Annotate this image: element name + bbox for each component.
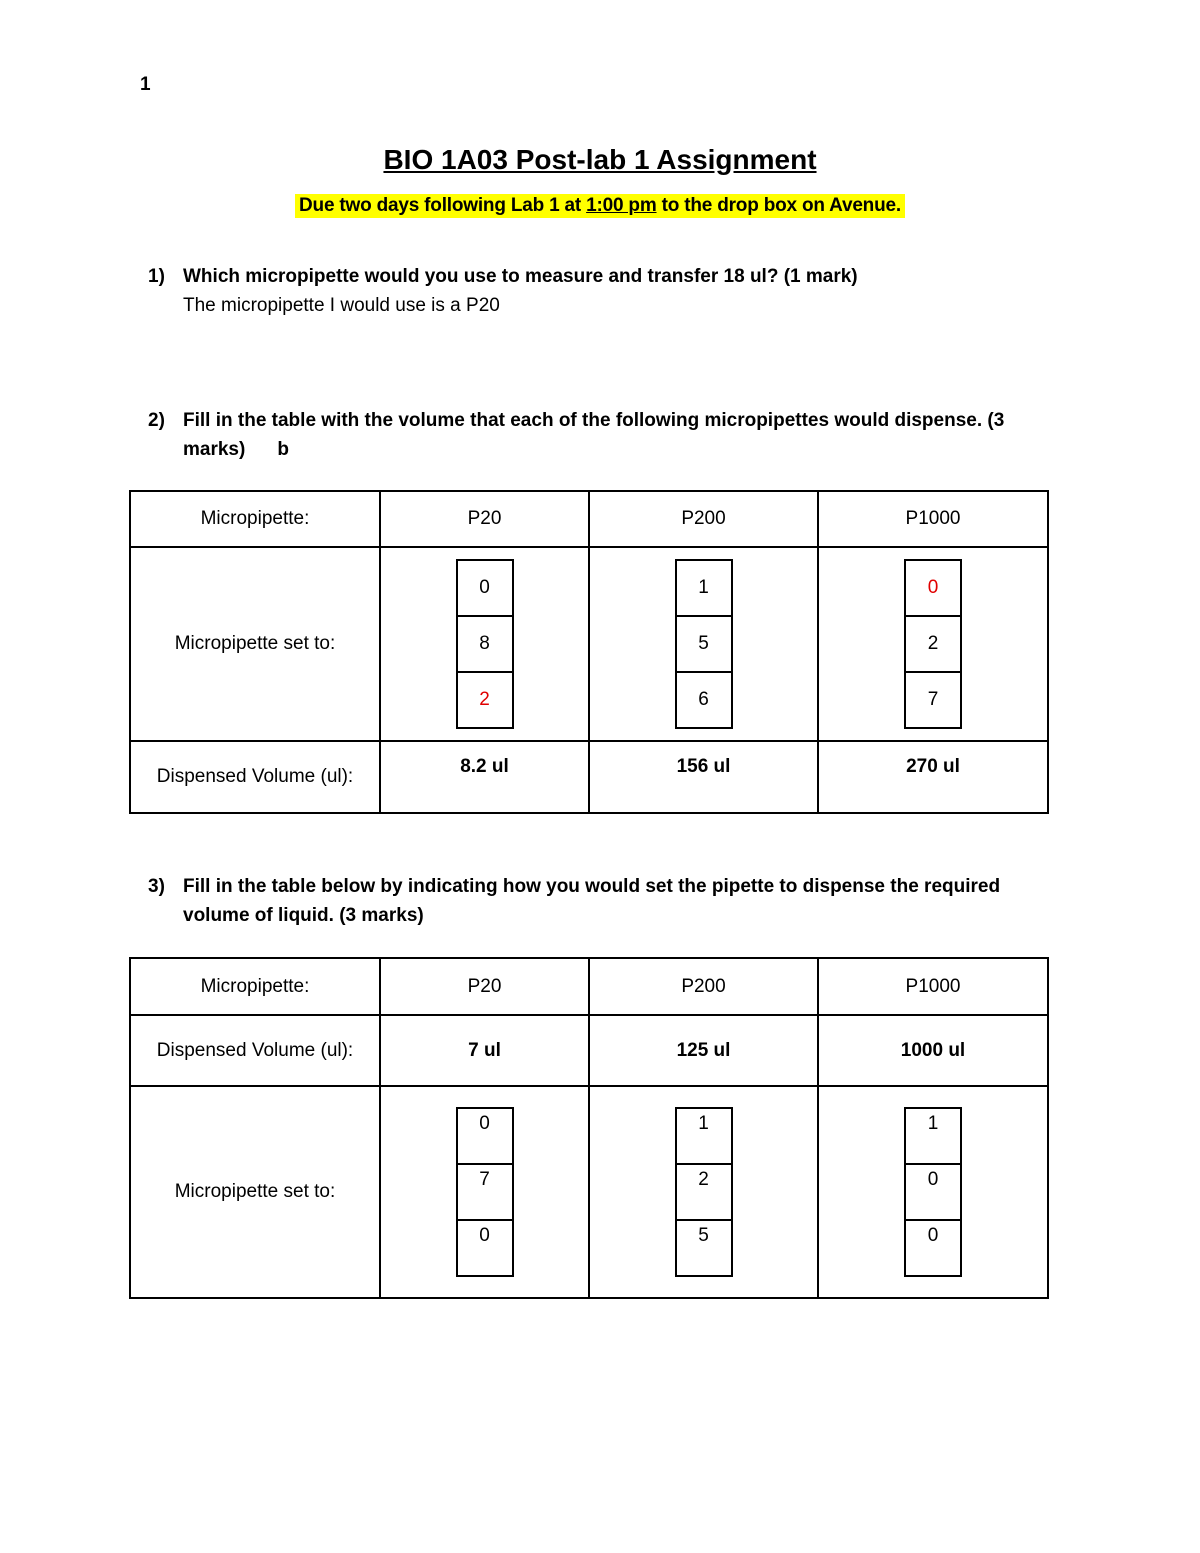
question-1	[148, 262, 1068, 320]
table2-dial-cell	[380, 1086, 589, 1298]
table2-volume: 7 ul	[380, 1015, 589, 1086]
dial-digit: 5	[677, 617, 731, 673]
table1-volume: 270 ul	[818, 741, 1048, 813]
table1-dial-cell	[818, 547, 1048, 741]
pipette-dial	[456, 559, 514, 729]
table-pipette-setting	[129, 957, 1049, 1299]
dial-digit: 8	[458, 617, 512, 673]
question-2-text: Fill in the table with the volume that each of the following micropipettes would dispense. (3 marks)	[183, 410, 1005, 460]
question-1-answer: The micropipette I would use is a P20	[183, 295, 500, 316]
dial-digit: 1	[677, 1109, 731, 1165]
table1-header-row	[130, 491, 1048, 547]
table1-pipette: P200	[589, 491, 818, 547]
table2-dial-row	[130, 1086, 1048, 1298]
table1-volume: 8.2 ul	[380, 741, 589, 813]
dial-digit: 0	[927, 1225, 939, 1246]
question-1-number: 1)	[148, 266, 165, 287]
table1-dial-row	[130, 547, 1048, 741]
table1-row-header: Micropipette set to:	[130, 547, 380, 741]
pipette-dial	[904, 559, 962, 729]
dial-digit: 6	[698, 689, 709, 710]
dial-digit: 2	[479, 689, 490, 710]
table1-dial-cell	[589, 547, 818, 741]
dial-digit: 2	[677, 1165, 731, 1221]
table2-pipette: P20	[380, 958, 589, 1015]
page-number: 1	[140, 74, 151, 95]
dial-digit: 0	[906, 561, 960, 617]
dial-digit: 0	[458, 561, 512, 617]
due-notice	[0, 194, 1200, 218]
table1-pipette: P1000	[818, 491, 1048, 547]
table1-volume-row	[130, 741, 1048, 813]
table2-volume: 1000 ul	[818, 1015, 1048, 1086]
question-2-number: 2)	[148, 410, 165, 431]
table2-pipette: P1000	[818, 958, 1048, 1015]
dial-digit: 1	[677, 561, 731, 617]
question-3-number: 3)	[148, 876, 165, 897]
table1-volume: 156 ul	[589, 741, 818, 813]
table1-row-header: Micropipette:	[130, 491, 380, 547]
dial-digit: 0	[458, 1109, 512, 1165]
dial-digit: 1	[906, 1109, 960, 1165]
dial-digit: 2	[906, 617, 960, 673]
due-text-after: to the drop box on Avenue.	[656, 195, 901, 216]
due-text-before: Due two days following Lab 1 at	[299, 195, 587, 216]
table1-row-header: Dispensed Volume (ul):	[130, 741, 380, 813]
table2-header-row	[130, 958, 1048, 1015]
dial-digit: 7	[458, 1165, 512, 1221]
table2-row-header: Micropipette:	[130, 958, 380, 1015]
table2-row-header: Dispensed Volume (ul):	[130, 1015, 380, 1086]
pipette-dial	[904, 1107, 962, 1277]
table2-row-header: Micropipette set to:	[130, 1086, 380, 1298]
pipette-dial	[675, 1107, 733, 1277]
question-2-extra: b	[277, 439, 289, 460]
question-3	[148, 872, 1068, 930]
dial-digit: 5	[698, 1225, 709, 1246]
table-dispensed-volume	[129, 490, 1049, 814]
question-3-text: Fill in the table below by indicating how you would set the pipette to dispense the required volume of liquid. (3 marks)	[183, 876, 1001, 926]
page-title: BIO 1A03 Post-lab 1 Assignment	[383, 144, 817, 175]
dial-digit: 0	[906, 1165, 960, 1221]
table2-volume-row	[130, 1015, 1048, 1086]
table1-dial-cell	[380, 547, 589, 741]
pipette-dial	[456, 1107, 514, 1277]
table2-pipette: P200	[589, 958, 818, 1015]
pipette-dial	[675, 559, 733, 729]
dial-digit: 7	[927, 689, 939, 710]
due-time: 1:00 pm	[586, 195, 657, 216]
question-2	[148, 406, 1068, 464]
table2-dial-cell	[589, 1086, 818, 1298]
question-1-text: Which micropipette would you use to measure and transfer 18 ul? (1 mark)	[183, 266, 858, 287]
due-highlight	[295, 194, 905, 218]
table2-dial-cell	[818, 1086, 1048, 1298]
table2-volume: 125 ul	[589, 1015, 818, 1086]
dial-digit: 0	[479, 1225, 490, 1246]
table1-pipette: P20	[380, 491, 589, 547]
